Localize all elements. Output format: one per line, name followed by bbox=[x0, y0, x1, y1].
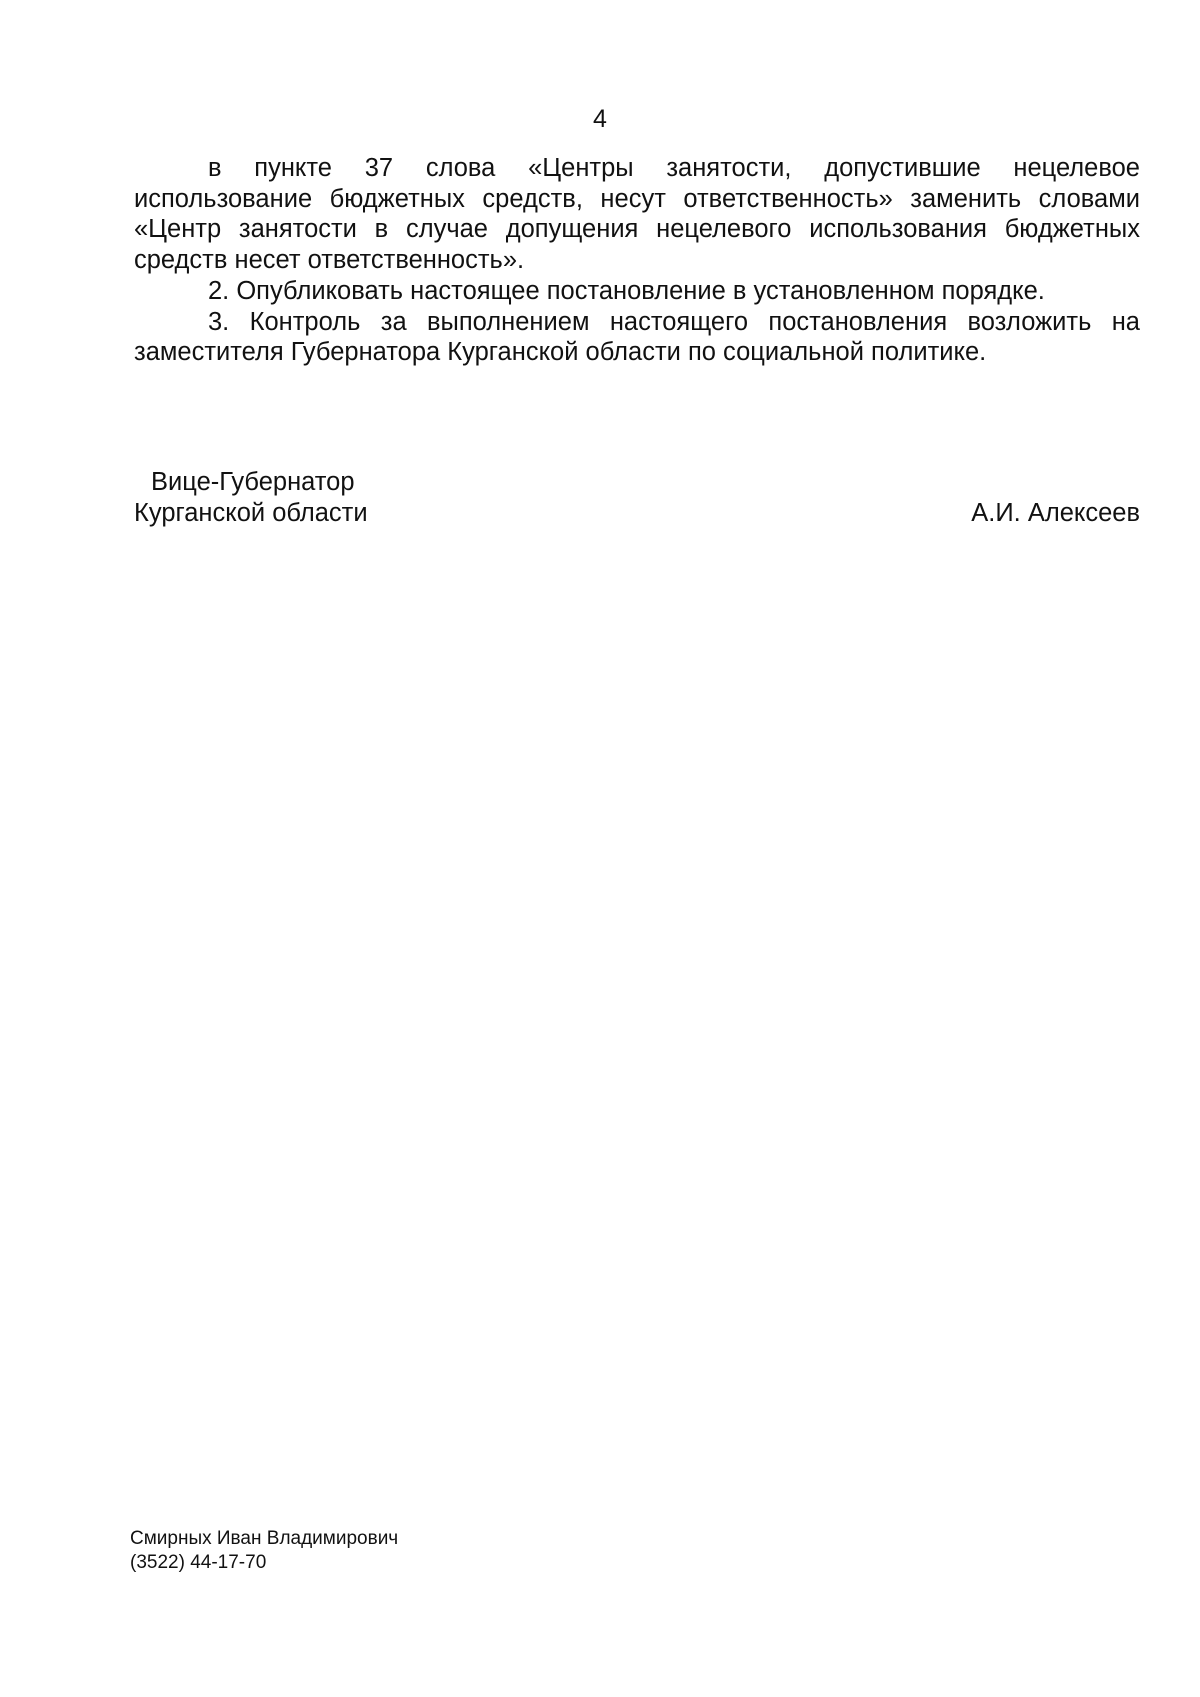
signatory-region: Курганской области bbox=[134, 498, 368, 527]
paragraph-publish: 2. Опубликовать настоящее постановление в установленном порядке. bbox=[208, 276, 1045, 305]
executor-name: Смирных Иван Владимирович bbox=[130, 1528, 399, 1549]
signatory-position: Вице-Губернатор bbox=[151, 468, 355, 496]
signatory-title bbox=[134, 467, 368, 528]
executor-block bbox=[130, 1527, 398, 1575]
paragraph-amendment: в пункте 37 слова «Центры занятости, допустившие нецелевое использование бюджетных средств, несут ответственность» заменить словами «Центр занятости в случае допущения нецелевого использования бюджетных средств несет ответственность». bbox=[134, 154, 1140, 275]
signatory-name: А.И. Алексеев bbox=[971, 499, 1140, 527]
page-number: 4 bbox=[593, 105, 607, 133]
document-body bbox=[134, 153, 1140, 368]
paragraph-control: 3. Контроль за выполнением настоящего постановления возложить на заместителя Губернатора Курганской области по социальной политике. bbox=[134, 307, 1140, 367]
executor-phone: (3522) 44-17-70 bbox=[130, 1552, 267, 1573]
